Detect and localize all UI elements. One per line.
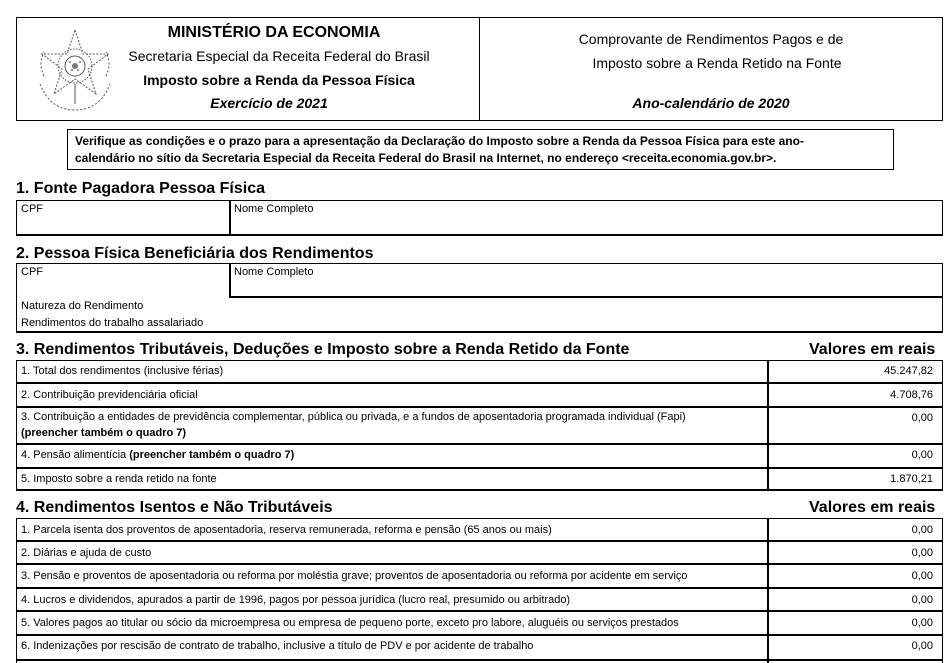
s4-row2-label: 2. Diárias e ajuda de custo bbox=[21, 547, 152, 559]
section1-cpf-label: CPF bbox=[21, 203, 43, 215]
receipt-title-line1: Comprovante de Rendimentos Pagos e de bbox=[578, 31, 844, 47]
s3-row3-value: 0,00 bbox=[911, 412, 933, 424]
s4-row2-value: 0,00 bbox=[911, 547, 933, 559]
s4-row4-value: 0,00 bbox=[911, 594, 933, 606]
s4-row3-value: 0,00 bbox=[911, 570, 933, 582]
ministry-title: MINISTÉRIO DA ECONOMIA bbox=[167, 24, 381, 41]
s3-row2-label: 2. Contribuição previdenciária oficial bbox=[21, 389, 198, 401]
receipt-title-line2: Imposto sobre a Renda Retido na Fonte bbox=[592, 55, 842, 71]
notice-line1: Verifique as condições e o prazo para a apresentação da Declaração do Imposto sobre a Renda da Pessoa Física para este ano- bbox=[75, 134, 804, 148]
coat-of-arms-icon bbox=[30, 24, 120, 116]
s3-row4-value: 0,00 bbox=[911, 449, 933, 461]
s3-row1-label: 1. Total dos rendimentos (inclusive férias) bbox=[21, 365, 224, 377]
s3-row3-note: (preencher também o quadro 7) bbox=[21, 427, 187, 439]
s4-row6-label: 6. Indenizações por rescisão de contrato de trabalho, inclusive a título de PDV e por acidente de trabalho bbox=[21, 640, 534, 652]
nature-value: Rendimentos do trabalho assalariado bbox=[21, 317, 204, 329]
s4-row1-label: 1. Parcela isenta dos proventos de aposentadoria, reserva remunerada, reforma e pensão (65 anos ou mais) bbox=[21, 524, 552, 536]
section3-values-header: Valores em reais bbox=[809, 341, 936, 358]
exercise-year: Exercício de 2021 bbox=[210, 95, 328, 111]
calendar-year: Ano-calendário de 2020 bbox=[632, 95, 790, 111]
s3-row1-value: 45.247,82 bbox=[884, 365, 933, 377]
secretariat-name: Secretaria Especial da Receita Federal do Brasil bbox=[128, 48, 430, 64]
tax-name: Imposto sobre a Renda da Pessoa Física bbox=[143, 72, 415, 88]
section1-title: 1. Fonte Pagadora Pessoa Física bbox=[16, 180, 265, 197]
notice-line2: calendário no sítio da Secretaria Especial da Receita Federal do Brasil na Internet, no endereço <receita.economia.gov.br>. bbox=[75, 151, 777, 165]
header-right-panel bbox=[479, 17, 943, 121]
nature-label: Natureza do Rendimento bbox=[21, 300, 144, 312]
notice-box bbox=[67, 129, 894, 170]
s4-row5-value: 0,00 bbox=[911, 617, 933, 629]
section1-name-label: Nome Completo bbox=[234, 203, 314, 215]
s4-row6-value: 0,00 bbox=[911, 640, 933, 652]
s4-row1-value: 0,00 bbox=[911, 524, 933, 536]
section3-title: 3. Rendimentos Tributáveis, Deduções e Imposto sobre a Renda Retido da Fonte bbox=[16, 341, 630, 358]
section4-title: 4. Rendimentos Isentos e Não Tributáveis bbox=[16, 499, 333, 516]
s4-row4-label: 4. Lucros e dividendos, apurados a partir de 1996, pagos por pessoa jurídica (lucro real, presumido ou arbitrado) bbox=[21, 594, 571, 606]
s3-row3-label: 3. Contribuição a entidades de previdência complementar, pública ou privada, e a fundos de aposentadoria programada individual (Fapi) bbox=[21, 411, 686, 423]
s4-row5-label: 5. Valores pagos ao titular ou sócio da microempresa ou empresa de pequeno porte, exceto pro labore, aluguéis ou serviços prestados bbox=[21, 617, 679, 629]
s3-row5-value: 1.870,21 bbox=[890, 473, 933, 485]
s3-row4-label: 4. Pensão alimentícia (preencher também o quadro 7) bbox=[21, 449, 295, 461]
s3-row2-value: 4.708,76 bbox=[890, 389, 933, 401]
s3-row5-label: 5. Imposto sobre a renda retido na fonte bbox=[21, 473, 217, 485]
s4-row3-label: 3. Pensão e proventos de aposentadoria ou reforma por moléstia grave; proventos de aposentadoria ou reforma por acidente em serviço bbox=[21, 570, 688, 582]
section4-values-header: Valores em reais bbox=[809, 499, 936, 516]
section2-title: 2. Pessoa Física Beneficiária dos Rendimentos bbox=[16, 245, 374, 262]
section1-box bbox=[16, 200, 943, 236]
section2-name-label: Nome Completo bbox=[234, 266, 314, 278]
section2-cpf-label: CPF bbox=[21, 266, 43, 278]
